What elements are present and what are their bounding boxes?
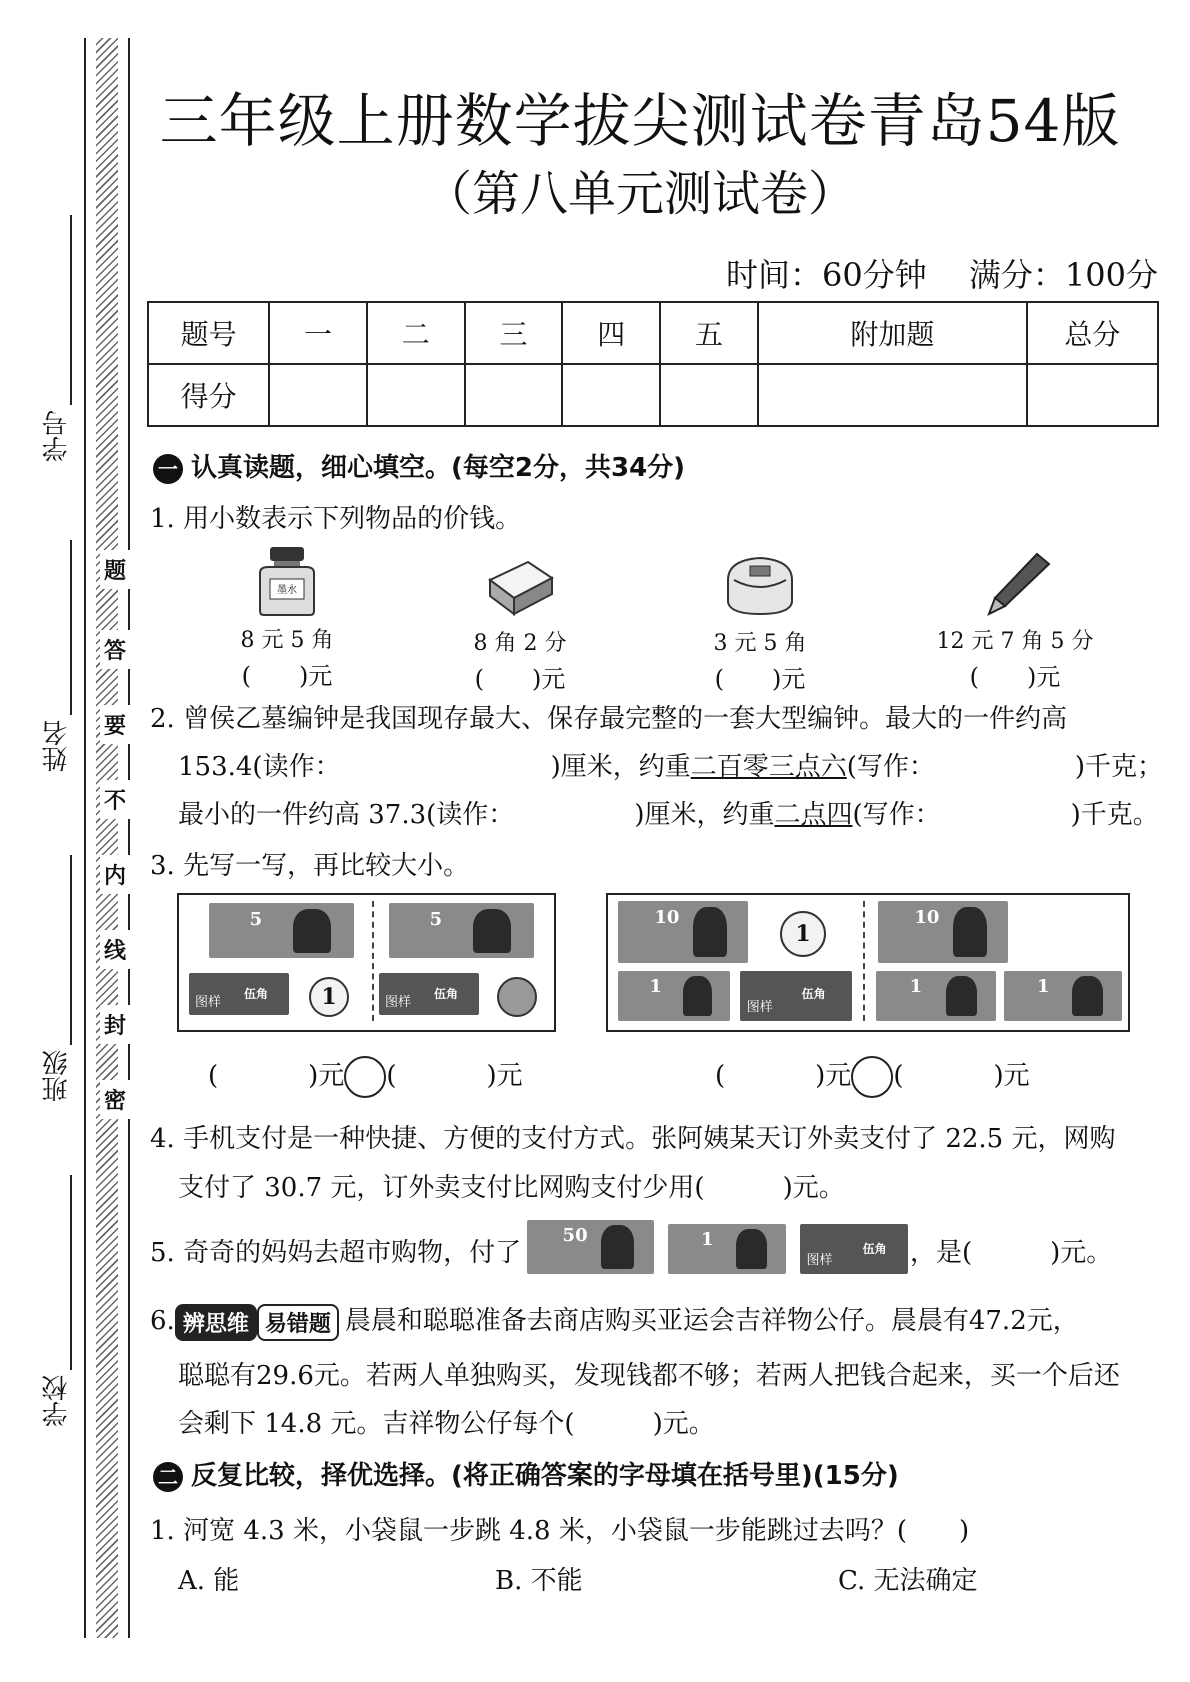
note-value: 5: [429, 908, 443, 930]
banji-field[interactable]: [70, 855, 72, 1045]
one-yuan-note: [668, 1224, 786, 1274]
note-value: 伍角: [434, 987, 459, 1001]
seal-char: 封: [100, 1005, 130, 1044]
one-yuan-note: [876, 971, 996, 1021]
label-xuehao: 学号: [42, 410, 72, 462]
portrait: [1072, 976, 1103, 1016]
q6-number: 6.: [150, 1306, 175, 1336]
tag-yi-cuo-ti: 易错题: [257, 1304, 339, 1341]
note-value: 1: [701, 1229, 714, 1250]
q1-item-ink: [232, 545, 342, 691]
s2-q1-text: 1. 河宽 4.3 米，小袋鼠一步跳 4.8 米，小袋鼠一步能跳过去吗？( ): [150, 1516, 970, 1546]
score-table-header-row: [148, 302, 1158, 364]
portrait: [293, 909, 331, 953]
q1-item-answer[interactable]: ( )元: [474, 665, 566, 693]
score-header-cell: 题号: [148, 302, 269, 364]
note-label: 图样: [195, 994, 222, 1010]
ink-label: 墨水: [277, 585, 297, 596]
ink-bottle-icon: [252, 545, 322, 617]
s2-q1-option-a[interactable]: A. 能: [178, 1566, 240, 1596]
score-header-cell: 五: [660, 302, 758, 364]
binding-hatch: [96, 38, 118, 1638]
label-banji: 班级: [42, 1050, 72, 1102]
compare-circle[interactable]: [344, 1056, 386, 1098]
q3-answer-right: [715, 1055, 1030, 1098]
five-yuan-note: [389, 903, 534, 958]
score-cell[interactable]: [758, 364, 1027, 426]
page-subtitle: （第八单元测试卷）: [423, 166, 856, 222]
seal-char: 密: [100, 1080, 130, 1119]
divider: [372, 901, 374, 1021]
q2-text: 最小的一件约高 37.3(读作：: [178, 800, 515, 830]
score-cell[interactable]: [269, 364, 367, 426]
portrait: [736, 1229, 767, 1269]
unit: )元: [486, 1061, 523, 1091]
one-yuan-coin: 1: [780, 911, 826, 957]
q6-line2: 聪聪有29.6元。若两人单独购买，发现钱都不够；若两人把钱合起来，买一个后还: [178, 1361, 1120, 1391]
one-yuan-note: [1004, 971, 1122, 1021]
q3-text: 3. 先写一写，再比较大小。: [150, 851, 470, 881]
one-yuan-note: [618, 971, 730, 1021]
eraser-icon: [480, 550, 560, 620]
fountain-pen-icon: [975, 548, 1055, 618]
paren: (: [386, 1061, 397, 1091]
q6-line1: [150, 1300, 1079, 1341]
section-2-number: 二: [153, 1462, 183, 1492]
score-cell[interactable]: [562, 364, 660, 426]
section-2-heading: [153, 1455, 899, 1492]
five-jiao-note: [189, 973, 289, 1015]
q1-text: 1. 用小数表示下列物品的价钱。: [150, 504, 522, 534]
note-label: 图样: [385, 994, 412, 1010]
q4-line2: 支付了 30.7 元，订外卖支付比网购支付少用( )元。: [178, 1173, 845, 1203]
seal-char: 线: [100, 930, 130, 969]
xuexiao-field[interactable]: [70, 1175, 72, 1370]
q3-money-box-right: [606, 893, 1130, 1032]
ten-yuan-note: [618, 901, 748, 963]
note-value: 伍角: [244, 987, 269, 1001]
score-cell[interactable]: [660, 364, 758, 426]
five-yuan-note: [209, 903, 354, 958]
portrait: [953, 907, 987, 957]
note-value: 5: [249, 908, 263, 930]
tag-bian-si-wei: 辨思维: [175, 1304, 257, 1341]
section-2-title: 反复比较，择优选择。(将正确答案的字母填在括号里)(15分): [191, 1461, 899, 1491]
section-1-number: 一: [153, 454, 183, 484]
score-cell[interactable]: [1027, 364, 1158, 426]
note-label: 图样: [746, 1000, 773, 1015]
score-header-cell: 总分: [1027, 302, 1158, 364]
ten-yuan-note: [878, 901, 1008, 963]
coin: [497, 977, 537, 1017]
note-value: 10: [654, 907, 680, 929]
page-title: 三年级上册数学拔尖测试卷青岛54版: [159, 87, 1121, 155]
q2-line2: [178, 746, 1163, 783]
note-value: 1: [909, 976, 923, 997]
section-1-heading: [153, 447, 685, 484]
s2-q1-option-c[interactable]: C. 无法确定: [838, 1566, 978, 1596]
score-cell[interactable]: [367, 364, 465, 426]
xingming-field[interactable]: [70, 540, 72, 715]
q1-item-price: 8 元 5 角: [240, 628, 334, 653]
q2-text: )厘米，约重: [550, 752, 691, 782]
five-jiao-note: [740, 971, 852, 1021]
score-header-cell: 附加题: [758, 302, 1027, 364]
score-table: [147, 301, 1159, 427]
portrait: [683, 976, 712, 1016]
divider: [863, 901, 865, 1021]
q2-line3: [178, 794, 1159, 831]
q1-item-answer[interactable]: ( )元: [714, 665, 806, 693]
note-value: 伍角: [862, 1242, 887, 1256]
binding-line-inner: [128, 38, 130, 1638]
q1-item-answer[interactable]: ( )元: [969, 663, 1061, 691]
q1-item-eraser: [460, 550, 580, 694]
q3-money-box-left: [177, 893, 556, 1032]
q6-line3: 会剩下 14.8 元。吉祥物公仔每个( )元。: [178, 1409, 715, 1439]
q4-line1: 4. 手机支付是一种快捷、方便的支付方式。张阿姨某天订外卖支付了 22.5 元，网购: [150, 1124, 1116, 1154]
note-value: 伍角: [801, 987, 826, 1001]
q1-item-price: 8 角 2 分: [473, 631, 567, 656]
note-value: 1: [1037, 976, 1050, 997]
xuehao-field[interactable]: [70, 215, 72, 405]
score-header-cell: 二: [367, 302, 465, 364]
q1-item-price: 3 元 5 角: [713, 631, 807, 656]
compare-circle[interactable]: [851, 1056, 893, 1098]
portrait: [693, 907, 727, 957]
s2-q1-option-b[interactable]: B. 不能: [495, 1566, 583, 1596]
fifty-yuan-note: [527, 1220, 654, 1274]
score-table-score-row: [148, 364, 1158, 426]
q2-text: (写作：: [846, 752, 935, 782]
q1-item-sharpener: [700, 550, 820, 694]
q2-underlined: 二百零三点六: [690, 752, 847, 782]
q6-text: 晨晨和聪聪准备去商店购买亚运会吉祥物公仔。晨晨有47.2元，: [344, 1306, 1079, 1336]
five-jiao-note: [379, 973, 479, 1015]
pencil-sharpener-icon: [720, 550, 800, 620]
time-info: 时间：60分钟 满分：100分: [726, 256, 1158, 294]
q3-answer-left: [208, 1055, 523, 1098]
unit: )元: [308, 1061, 345, 1091]
label-xuexiao: 学校: [42, 1375, 72, 1427]
score-cell[interactable]: [465, 364, 563, 426]
note-value: 1: [649, 976, 662, 997]
note-value: 50: [562, 1225, 588, 1247]
seal-char: 内: [100, 855, 130, 894]
paren: (: [715, 1061, 726, 1091]
q2-text: )千克；: [1074, 752, 1164, 782]
q2-line1: 2. 曾侯乙墓编钟是我国现存最大、保存最完整的一套大型编钟。最大的一件约高: [150, 704, 1068, 734]
label-xingming: 姓名: [42, 720, 72, 772]
seal-char: 题: [100, 550, 130, 589]
five-jiao-note: [800, 1224, 908, 1274]
q1-item-price: 12 元 7 角 5 分: [936, 629, 1094, 654]
portrait: [946, 976, 977, 1016]
q1-item-answer[interactable]: ( )元: [241, 662, 333, 690]
q2-text: (写作：: [852, 800, 941, 830]
one-jiao-coin: 1: [309, 977, 349, 1017]
seal-char: 答: [100, 630, 130, 669]
section-1-title: 认真读题，细心填空。(每空2分，共34分): [191, 453, 686, 483]
q2-underlined: 二点四: [774, 800, 853, 830]
paren: (: [208, 1061, 219, 1091]
note-label: 图样: [806, 1253, 833, 1268]
q1-item-pen: [930, 548, 1100, 692]
portrait: [601, 1225, 634, 1268]
seal-char: 要: [100, 705, 130, 744]
q2-text: )千克。: [1070, 800, 1159, 830]
score-header-cell: 四: [562, 302, 660, 364]
unit: )元: [993, 1061, 1030, 1091]
score-header-cell: 一: [269, 302, 367, 364]
note-value: 10: [914, 907, 940, 929]
score-header-cell: 三: [465, 302, 563, 364]
q2-text: 153.4(读作：: [178, 752, 341, 782]
paren: (: [893, 1061, 904, 1091]
q5-text-a: 5. 奇奇的妈妈去超市购物，付了: [150, 1238, 522, 1268]
seal-char: 不: [100, 780, 130, 819]
unit: )元: [815, 1061, 852, 1091]
binding-line-outer: [84, 38, 86, 1638]
score-row-label: 得分: [148, 364, 269, 426]
portrait: [473, 909, 511, 953]
q5-text-b: ，是( )元。: [910, 1238, 1113, 1268]
q2-text: )厘米，约重: [634, 800, 775, 830]
